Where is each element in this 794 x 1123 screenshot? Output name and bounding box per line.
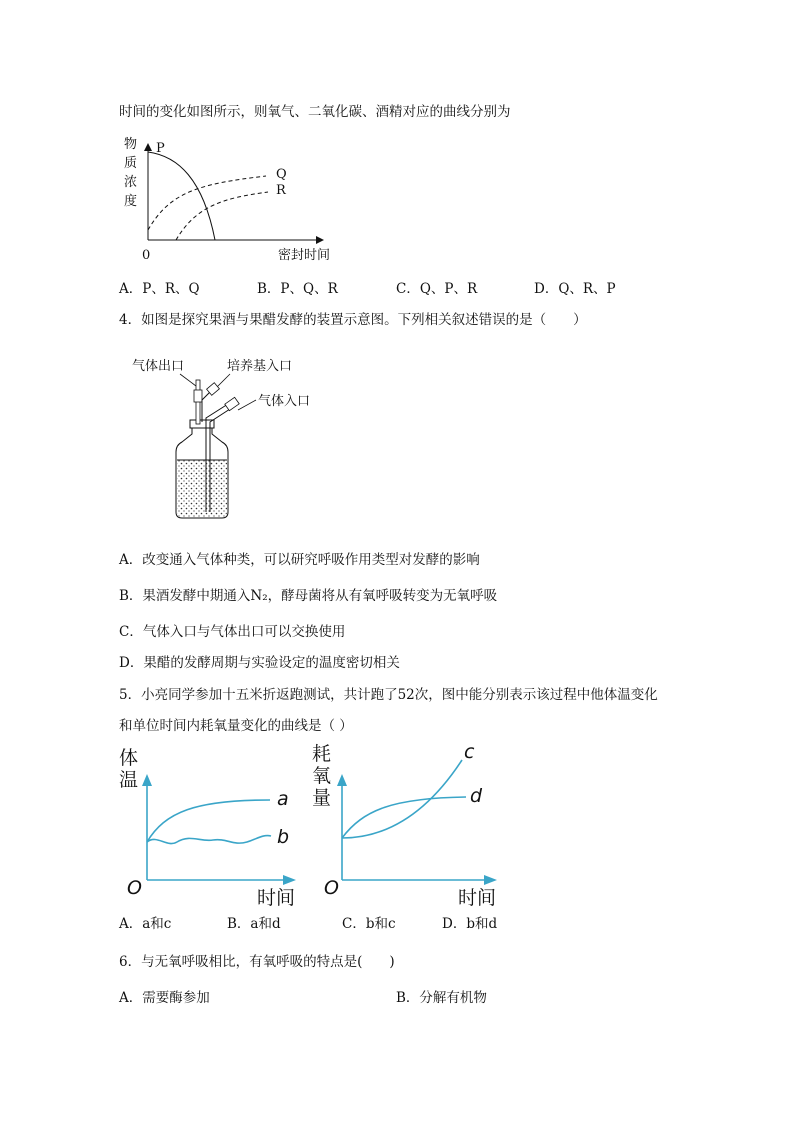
q5-curve-d-label: d [470,785,483,807]
q6-option-b[interactable]: B．分解有机物 [396,990,487,1006]
q6-option-a[interactable]: A．需要酶参加 [119,990,210,1006]
q3-origin-label: 0 [142,248,151,263]
q6-stem: 6．与无氧呼吸相比，有氧呼吸的特点是( ) [119,954,395,970]
q5-curve-c [342,760,462,838]
q3-y-label-char: 物 [124,137,138,152]
q3-option-d[interactable]: D．Q、R、P [534,281,616,297]
q3-y-label-char: 度 [124,194,138,209]
q3-curve-r [176,192,268,240]
q3-curve-q-label: Q [276,167,287,182]
q5-right-y-label-char: 量 [312,787,332,809]
q3-concentration-graph [118,134,348,266]
q5-stem-line2: 和单位时间内耗氧量变化的曲线是（ ） [119,718,353,734]
q5-option-c[interactable]: C．b和c [342,916,396,932]
q3-y-label-char: 质 [124,156,138,171]
q5-body-temperature-graph [115,742,305,912]
q5-curve-b [147,836,271,844]
q4-label-gas-in: 气体入口 [258,394,311,409]
q5-left-x-label: 时间 [257,887,296,909]
q4-option-c[interactable]: C．气体入口与气体出口可以交换使用 [119,624,346,640]
q4-fermentation-apparatus [130,352,330,524]
q3-intro-text: 时间的变化如图所示，则氧气、二氧化碳、酒精对应的曲线分别为 [119,104,511,120]
q5-right-x-label: 时间 [458,887,497,909]
q4-label-medium-in: 培养基入口 [227,359,293,374]
q5-stem-line1: 5．小亮同学参加十五米折返跑测试，共计跑了52次，图中能分别表示该过程中他体温变化 [119,687,658,703]
q3-curve-p-label: P [156,141,165,156]
q5-curve-b-label: b [277,826,290,848]
q3-y-label-char: 浓 [124,175,138,190]
q3-curve-p [148,152,215,240]
q5-right-y-label-char: 耗 [312,743,332,765]
q4-label-gas-out: 气体出口 [132,359,185,374]
q5-curve-c-label: c [464,742,475,763]
q5-option-a[interactable]: A．a和c [119,916,172,932]
q4-stem: 4．如图是探究果酒与果醋发酵的装置示意图。下列相关叙述错误的是（ ） [119,312,587,328]
q4-option-a[interactable]: A．改变通入气体种类，可以研究呼吸作用类型对发酵的影响 [119,552,480,568]
q4-option-d[interactable]: D．果醋的发酵周期与实验设定的温度密切相关 [119,655,400,671]
q4-culture-liquid [177,460,227,517]
q5-left-y-label-char: 体 [119,747,139,769]
q3-curve-q [148,176,266,230]
q5-right-y-label-char: 氧 [312,765,332,787]
q3-x-label: 密封时间 [278,248,331,263]
q3-curve-r-label: R [276,183,286,198]
q5-right-origin: O [324,877,339,899]
q3-option-b[interactable]: B．P、Q、R [257,281,338,297]
q5-option-b[interactable]: B．a和d [227,916,281,932]
q3-option-a[interactable]: A．P、R、Q [119,281,200,297]
q4-option-b[interactable]: B．果酒发酵中期通入N₂，酵母菌将从有氧呼吸转变为无氧呼吸 [119,588,498,604]
q5-curve-a [147,800,270,842]
q5-left-origin: O [127,877,142,899]
q5-option-d[interactable]: D．b和d [442,916,498,932]
q5-left-y-label-char: 温 [119,769,139,791]
q3-option-c[interactable]: C．Q、P、R [396,281,478,297]
q5-curve-d [342,797,466,838]
q5-curve-a-label: a [277,788,289,810]
q5-oxygen-consumption-graph [308,742,508,912]
